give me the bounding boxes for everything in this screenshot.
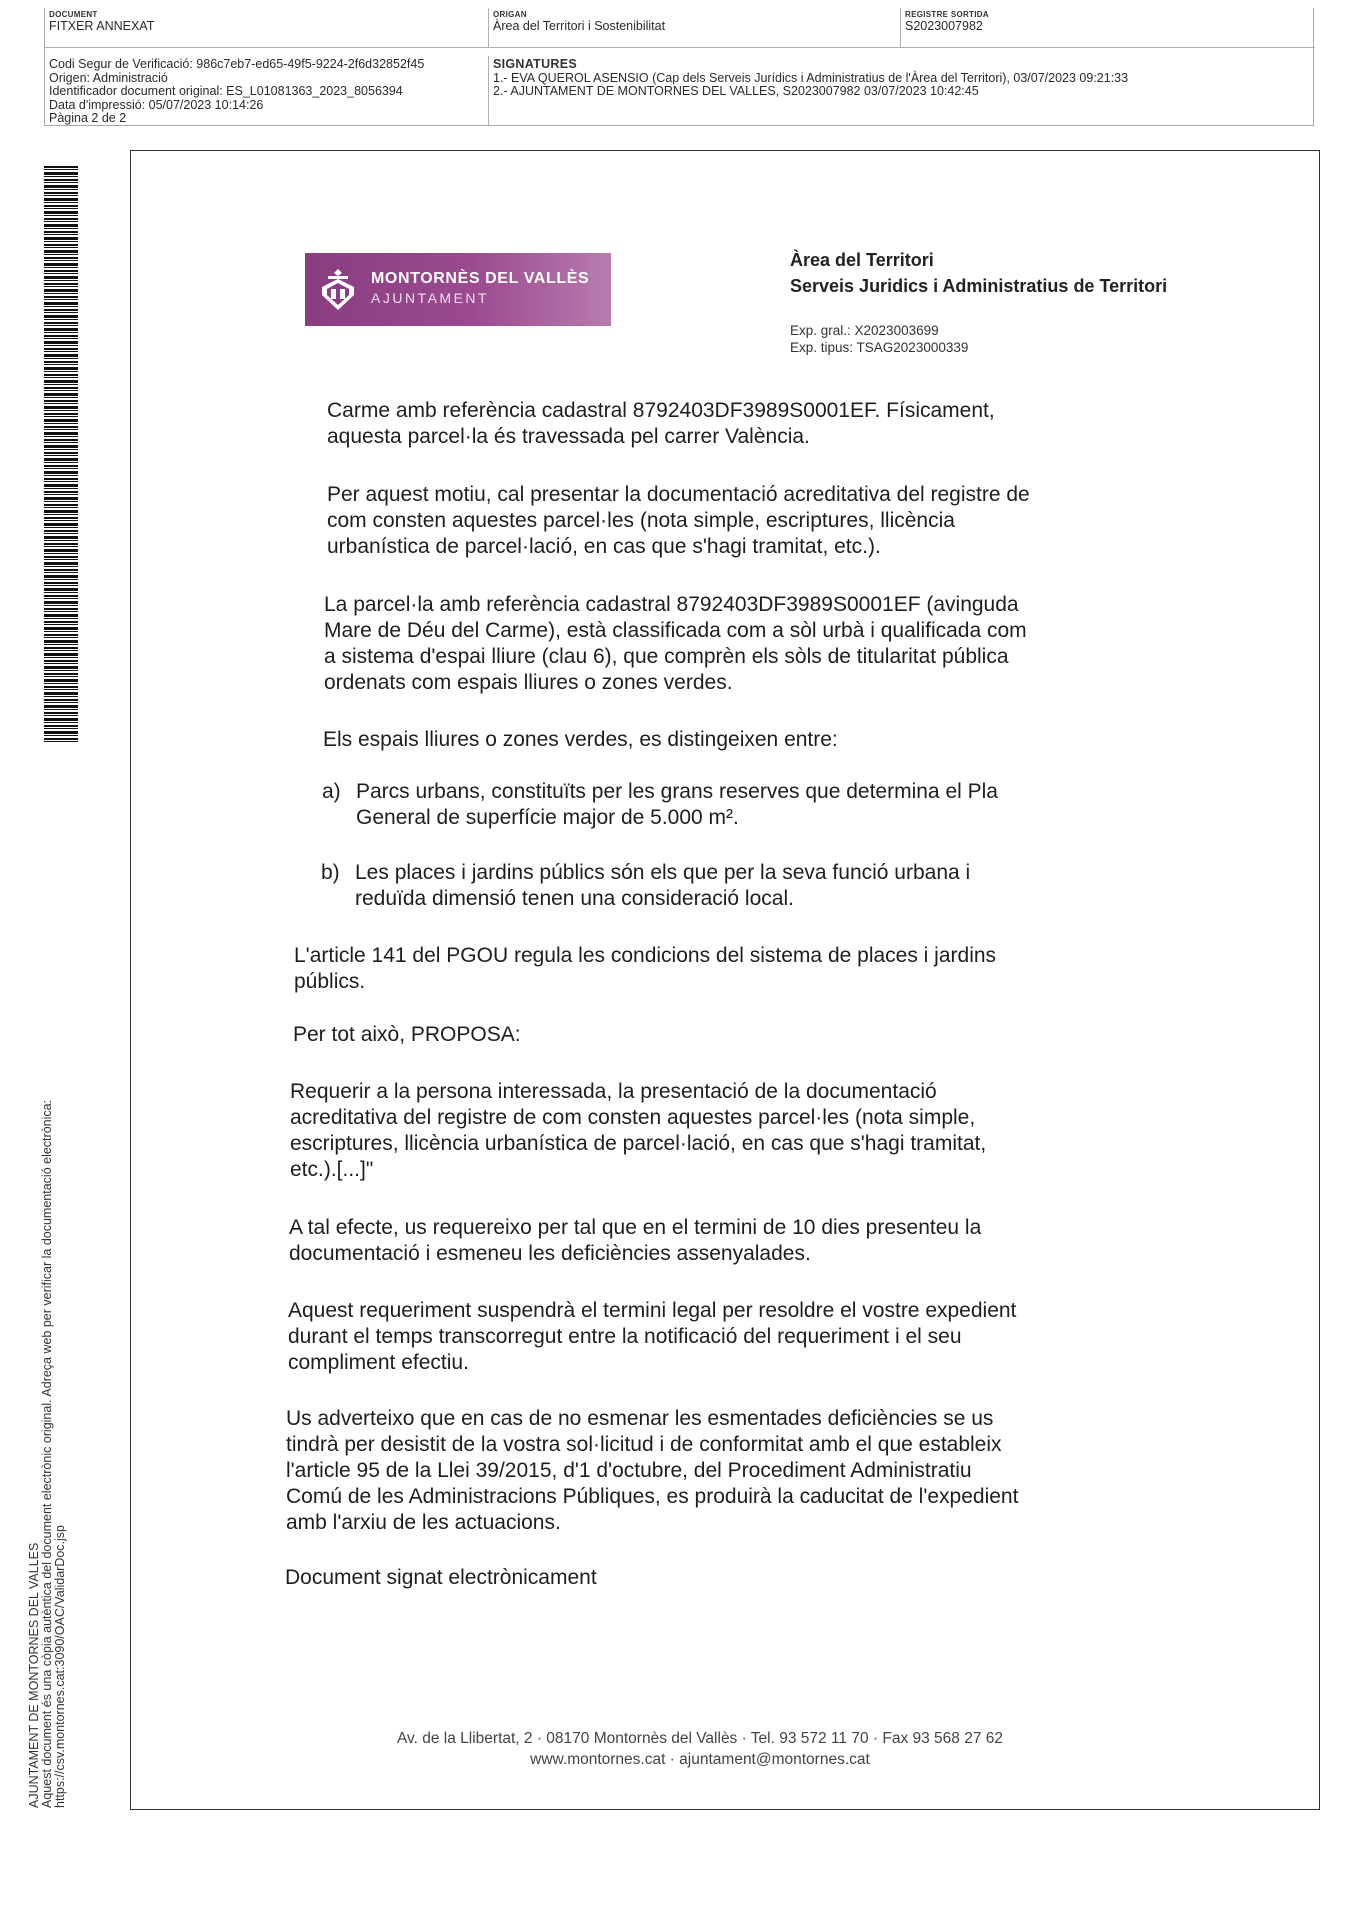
text-line: etc.).[...]" [290,1158,374,1181]
page-footer [340,1728,1060,1770]
text-line: acreditativa del registre de com consten aquestes parcel·les (nota simple, [290,1106,976,1129]
list-marker: b) [321,861,340,884]
footer-web-email: www.montornes.cat · ajuntament@montornes.cat [530,1751,870,1768]
text-line: Us adverteixo que en cas de no esmenar les esmentades deficiències se us [286,1407,994,1430]
stamp-document-value: FITXER ANNEXAT [49,19,155,33]
signature-line: 2.- AJUNTAMENT DE MONTORNES DEL VALLES, S2023007982 03/07/2023 10:42:45 [493,84,979,98]
coat-of-arms-icon [319,267,357,312]
text-line: Requerir a la persona interessada, la presentació de la documentació [290,1080,937,1103]
department-service: Serveis Juridics i Administratius de Territori [790,276,1168,296]
list-marker: a) [322,780,341,803]
text-line: Mare de Déu del Carme), està classificada com a sòl urbà i qualificada com [324,619,1027,642]
csv-line: Pàgina 2 de 2 [49,111,127,125]
csv-line: Identificador document original: ES_L01081363_2023_8056394 [49,84,403,98]
paragraph-3 [324,592,1136,696]
text-line: l'article 95 de la Llei 39/2015, d'1 d'octubre, del Procediment Administratiu [286,1459,972,1482]
logo-name: MONTORNÈS DEL VALLÈS [371,270,590,287]
text-line: General de superfície major de 5.000 m². [356,806,739,829]
list-item-b [321,860,1133,920]
text-line: reduïda dimensió tenen una consideració local. [355,887,794,910]
text-line: Parcs urbans, constituïts per les grans reserves que determina el Pla [356,780,998,803]
paragraph-10 [286,1406,1128,1536]
side-text-line: AJUNTAMENT DE MONTORNES DEL VALLES [27,1542,41,1808]
text-line: L'article 141 del PGOU regula les condicions del sistema de places i jardins [294,944,997,967]
csv-line: Data d'impressió: 05/07/2023 10:14:26 [49,97,264,112]
paragraph-8 [289,1215,1129,1267]
stamp-origin-label: ORIGAN [493,10,527,19]
text-line: Per aquest motiu, cal presentar la documentació acreditativa del registre de [327,483,1030,506]
stamp-origin-cell [489,8,901,48]
paragraph-11 [285,1565,1127,1591]
csv-line: Origen: Administració [49,70,168,85]
text-line: Per tot això, PROPOSA: [293,1023,521,1046]
stamp-document-cell [45,8,489,48]
text-line: públics. [294,970,366,993]
stamp-csv-cell [45,56,489,126]
stamp-registry-label: REGISTRE SORTIDA [905,10,989,19]
paragraph-7 [290,1079,1130,1183]
text-line: ordenats com espais lliures o zones verdes. [324,671,733,694]
paragraph-5 [294,943,1132,995]
text-line: La parcel·la amb referència cadastral 8792403DF3989S0001EF (avinguda [324,593,1019,616]
text-line: documentació i esmeneu les deficiències assenyalades. [289,1242,811,1265]
paragraph-6 [293,1022,1131,1048]
text-line: Comú de les Administracions Públiques, es produirà la caducitat de l'expedient [286,1485,1019,1508]
side-text-line: https://csv.montornes.cat:3090/OAC/ValidarDoc.jsp [53,1525,67,1808]
text-line: tindrà per desistit de la vostra sol·licitud i de conformitat amb el que estableix [286,1433,1002,1456]
text-line: a sistema d'espai lliure (clau 6), que comprèn els sòls de titularitat pública [324,645,1009,668]
signatures-label: SIGNATURES [493,57,578,71]
barcode [44,166,78,744]
verification-stamp [44,8,1314,126]
file-references [790,322,968,356]
csv-line: Codi Segur de Verificació: 986c7eb7-ed65-49f5-9224-2f6d32852f45 [49,57,425,71]
text-line: escriptures, llicència urbanística de parcel·lació, en cas que s'hagi tramitat, [290,1132,987,1155]
paragraph-1 [327,398,1141,450]
stamp-registry-cell [901,8,1315,48]
list-item-a [322,779,1134,839]
stamp-registry-value: S2023007982 [905,19,983,33]
signature-note: Document signat electrònicament [285,1566,597,1589]
exp-gral: Exp. gral.: X2023003699 [790,323,939,338]
text-line: Carme amb referència cadastral 8792403DF3989S0001EF. Físicament, [327,399,995,422]
text-line: compliment efectiu. [288,1351,469,1374]
stamp-document-label: DOCUMENT [49,10,98,19]
text-line: Aquest requeriment suspendrà el termini legal per resoldre el vostre expedient [288,1299,1017,1322]
stamp-signatures-cell [489,56,1315,126]
text-line: Les places i jardins públics són els que per la seva funció urbana i [355,861,971,884]
department-area: Àrea del Territori [790,250,934,270]
side-verification-text [28,1028,67,1808]
text-line: urbanística de parcel·lació, en cas que s'hagi tramitat, etc.). [327,535,881,558]
footer-address: Av. de la Llibertat, 2 · 08170 Montornès del Vallès · Tel. 93 572 11 70 · Fax 93 568 27 62 [396,1730,1004,1747]
text-line: aquesta parcel·la és travessada pel carrer València. [327,425,810,448]
text-line: amb l'arxiu de les actuacions. [286,1511,561,1534]
text-line: Els espais lliures o zones verdes, es distingeixen entre: [323,728,838,751]
municipality-logo [305,253,611,326]
paragraph-9 [288,1298,1128,1376]
exp-tipus: Exp. tipus: TSAG2023000339 [790,340,969,355]
signature-line: 1.- EVA QUEROL ASENSIO (Cap dels Serveis Jurídics i Administratius de l'Àrea del Territori), 03/07/2023 09:21:33 [493,70,1129,85]
department-header [790,247,1167,299]
text-line: A tal efecte, us requereixo per tal que en el termini de 10 dies presenteu la [289,1216,982,1239]
side-text-line: Aquest document és una còpia autèntica del document electrònic original. Adreça web per verificar la documentació electrònica: [40,1099,54,1808]
text-line: com consten aquestes parcel·les (nota simple, escriptures, llicència [327,509,955,532]
stamp-origin-value: Àrea del Territori i Sostenibilitat [493,19,666,33]
paragraph-4 [323,727,1135,753]
logo-subtitle: AJUNTAMENT [371,290,490,306]
paragraph-2 [327,482,1139,560]
text-line: durant el temps transcorregut entre la notificació del requeriment i el seu [288,1325,962,1348]
